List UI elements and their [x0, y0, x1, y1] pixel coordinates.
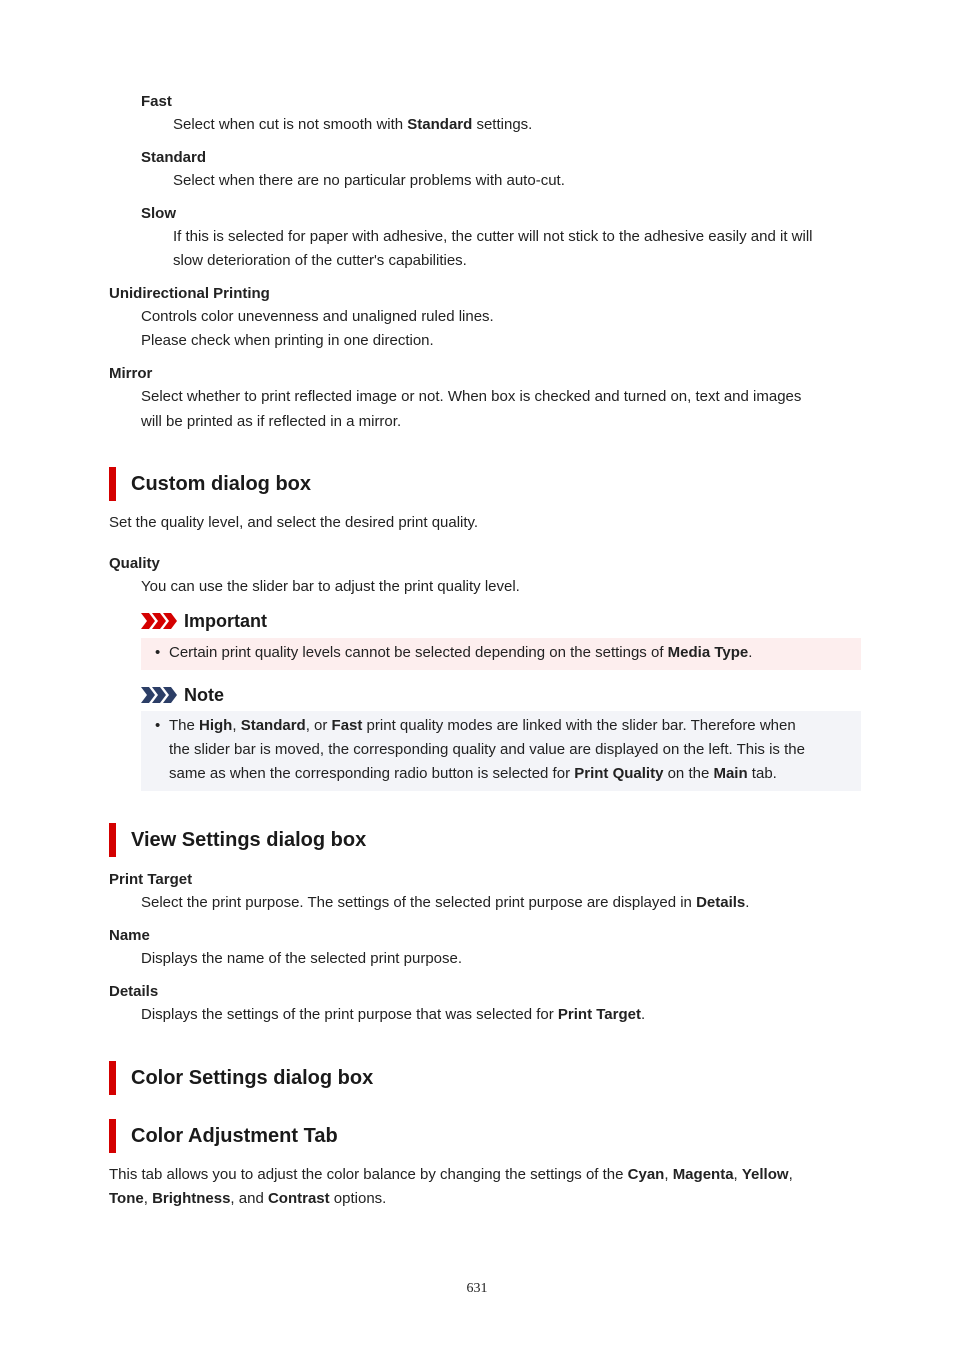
heading-text: Color Adjustment Tab [131, 1125, 338, 1147]
term-details: Details [109, 983, 159, 1000]
desc-mirror-line1: Select whether to print reflected image or not. When box is checked and turned on, text and images [141, 388, 802, 405]
heading-accent-bar [109, 467, 116, 501]
term-name: Name [109, 927, 150, 944]
heading-text: Color Settings dialog box [131, 1067, 374, 1089]
important-text: Certain print quality levels cannot be selected depending on the settings of Media Type. [169, 644, 753, 661]
desc-standard: Select when there are no particular problems with auto-cut. [173, 172, 565, 189]
page-number: 631 [466, 1281, 488, 1296]
desc-name: Displays the name of the selected print purpose. [141, 950, 463, 967]
term-unidirectional-printing: Unidirectional Printing [109, 285, 270, 302]
note-chevrons-icon [141, 687, 179, 703]
term-fast: Fast [141, 93, 172, 110]
note-text-line2: the slider bar is moved, the corresponding quality and value are displayed on the left. This is the [169, 741, 805, 758]
desc-quality: You can use the slider bar to adjust the print quality level. [141, 578, 520, 595]
color-tab-desc-line1: This tab allows you to adjust the color balance by changing the settings of the Cyan, Magenta, Yellow, [109, 1166, 793, 1183]
term-print-target: Print Target [109, 871, 193, 888]
note-text-line1: The High, Standard, or Fast print quality modes are linked with the slider bar. Therefore when [169, 717, 796, 734]
note-text-line3: same as when the corresponding radio button is selected for Print Quality on the Main tab. [169, 765, 777, 782]
important-box [141, 638, 861, 670]
color-tab-desc-line2: Tone, Brightness, and Contrast options. [109, 1190, 387, 1207]
heading-accent-bar [109, 1119, 116, 1153]
term-quality: Quality [109, 555, 160, 572]
heading-text: View Settings dialog box [131, 829, 367, 851]
heading-accent-bar [109, 1061, 116, 1095]
note-box [141, 711, 861, 791]
desc-details: Displays the settings of the print purpose that was selected for Print Target. [141, 1006, 646, 1023]
desc-fast: Select when cut is not smooth with Standard settings. [173, 116, 533, 133]
term-standard: Standard [141, 149, 207, 166]
desc-unidirectional-line2: Please check when printing in one direction. [141, 332, 434, 349]
bullet: • [155, 644, 161, 661]
term-mirror: Mirror [109, 365, 153, 382]
bullet: • [155, 717, 161, 734]
important-chevrons-icon [141, 613, 179, 629]
term-slow: Slow [141, 205, 177, 222]
note-title: Note [184, 685, 224, 705]
desc-slow-line2: slow deterioration of the cutter's capabilities. [173, 252, 467, 269]
desc-unidirectional-line1: Controls color unevenness and unaligned ruled lines. [141, 308, 494, 325]
desc-mirror-line2: will be printed as if reflected in a mirror. [141, 413, 402, 430]
heading-text: Custom dialog box [131, 473, 311, 495]
heading-accent-bar [109, 823, 116, 857]
desc-print-target: Select the print purpose. The settings of the selected print purpose are displayed in Details. [141, 894, 750, 911]
custom-intro: Set the quality level, and select the desired print quality. [109, 514, 479, 531]
important-title: Important [184, 611, 267, 631]
desc-slow-line1: If this is selected for paper with adhesive, the cutter will not stick to the adhesive easily and it will [173, 228, 813, 245]
